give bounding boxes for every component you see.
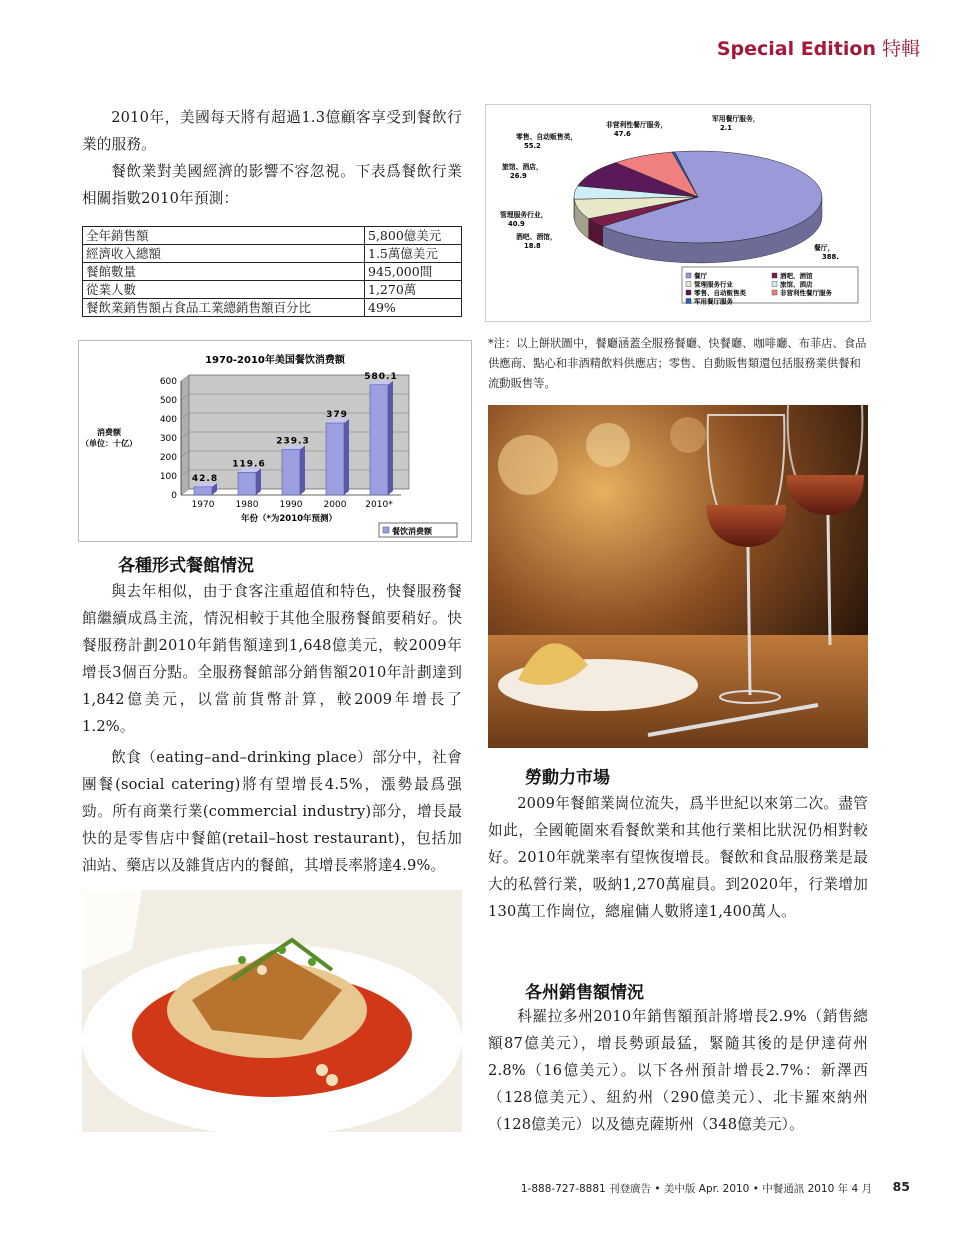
bar-data-label: 580.1	[364, 371, 398, 382]
bar	[194, 487, 212, 495]
x-tick-label: 2010*	[365, 500, 393, 510]
section1-heading: 各種形式餐館情況	[118, 556, 254, 576]
section2-paragraph-1: 2009年餐館業崗位流失，爲半世紀以來第二次。盡管如此，全國範圍來看餐飲業和其他行業相比狀況仍相對較好。2010年就業率有望恢復增長。餐飲和食品服務業是最大的私營行業，吸納1,270萬雇員。到2020年，行業增加130萬工作崗位，總雇傭人數將達1,400萬人。	[488, 795, 868, 920]
bar-side	[300, 446, 305, 495]
pie-chart	[486, 105, 870, 321]
pie-legend-label: 军用餐厅服务	[694, 297, 733, 306]
stats-row	[83, 281, 462, 299]
stats-table	[82, 226, 462, 317]
stats-row	[83, 299, 462, 317]
bar-chart-frame	[78, 340, 472, 542]
bar	[370, 385, 388, 495]
legend-label: 餐饮消费额	[392, 527, 432, 536]
stats-value: 5,800億美元	[365, 227, 462, 245]
stats-value: 945,000間	[365, 263, 462, 281]
food-photo	[82, 890, 462, 1132]
pie-data-label-value: 26.9	[510, 172, 527, 180]
y-tick-label: 500	[159, 396, 177, 406]
y-tick-label: 100	[159, 472, 177, 482]
stats-label: 經濟收入總額	[83, 245, 365, 263]
pie-legend-label: 零售、自动贩售类	[694, 289, 746, 297]
intro-paragraph-1: 2010年，美國每天將有超過1.3億顧客享受到餐飲行業的服務。	[82, 109, 462, 153]
stats-row	[83, 263, 462, 281]
bar-chart	[79, 341, 471, 541]
y-tick-label: 200	[159, 453, 177, 463]
bar-data-label: 239.3	[276, 436, 310, 447]
pie-data-label-value: 18.8	[524, 242, 541, 250]
x-tick-label: 1980	[235, 500, 259, 510]
pie-data-label: 餐厅，	[814, 244, 835, 252]
bar-side	[388, 381, 393, 495]
stats-value: 49%	[365, 299, 462, 317]
pie-data-label: 酒吧、酒馆，	[516, 233, 557, 241]
x-tick-label: 1990	[279, 500, 303, 510]
pie-data-label-value: 40.9	[508, 220, 525, 228]
pie-legend-swatch	[772, 282, 777, 287]
section1-paragraph-2: 飲食（eating–and–drinking place）部分中，社會團餐(social catering)將有望增長4.5%，漲勢最爲强勁。所有商業行業(commercial industry)部分，增長最快的是零售店中餐館(retail–host restaurant)，包括加油站、藥店以及雜貨店内的餐館，其增長率將達4.9%。	[82, 749, 462, 874]
y-axis-label: 消费额	[97, 428, 121, 437]
pie-legend-swatch	[772, 290, 777, 295]
bar-data-label: 119.6	[232, 459, 266, 470]
section1-text	[82, 578, 462, 879]
section2-heading: 勞動力市場	[525, 768, 610, 788]
page-number: 85	[892, 1179, 910, 1194]
x-axis-label: 年份（*为2010年预测）	[240, 514, 338, 524]
pie-legend-swatch	[686, 299, 691, 304]
y-tick-label: 0	[171, 491, 177, 501]
pie-legend-swatch	[686, 282, 691, 287]
wine-photo	[488, 405, 868, 748]
pie-legend-label: 旅馆、酒店	[780, 280, 813, 289]
section3-text	[488, 1003, 868, 1138]
bar-data-label: 42.8	[191, 473, 219, 484]
pie-data-label-value: 388.	[822, 253, 839, 261]
stats-label: 從業人數	[83, 281, 365, 299]
pie-data-label-value: 47.6	[614, 130, 631, 138]
x-tick-label: 2000	[323, 500, 347, 510]
pie-chart-frame	[485, 104, 871, 322]
section3-paragraph-1: 科羅拉多州2010年銷售額預計將增長2.9%（銷售總額87億美元），增長勢頭最猛，緊隨其後的是伊達荷州2.8%（16億美元）。以下各州預計增長2.7%：新澤西（128億美元）、紐約州（290億美元）、北卡羅來納州（128億美元）以及德克薩斯州（348億美元）。	[488, 1008, 868, 1133]
pie-legend-label: 餐厅	[694, 272, 707, 280]
x-tick-label: 1970	[191, 500, 215, 510]
section1-paragraph-1: 與去年相似，由于食客注重超值和特色，快餐服務餐館繼續成爲主流，情況相較于其他全服務餐館要稍好。快餐服務計劃2010年銷售額達到1,648億美元，較2009年增長3個百分點。全服務餐館部分銷售額2010年計劃達到1,842億美元，以當前貨幣計算，較2009年增長了1.2%。	[82, 583, 462, 735]
bar-chart-title: 1970-2010年美国餐饮消费额	[205, 355, 345, 366]
pie-data-label-value: 2.1	[720, 124, 733, 132]
pie-legend-swatch	[686, 290, 691, 295]
section3-heading: 各州銷售額情況	[525, 983, 644, 1003]
stats-label: 餐館數量	[83, 263, 365, 281]
pie-data-label: 旅馆、酒店，	[502, 163, 543, 171]
pie-legend-swatch	[686, 273, 691, 278]
footer-info: 1-888-727-8881 刊登廣告 • 美中版 Apr. 2010 • 中餐通訊 2010 年 4 月	[520, 1183, 872, 1195]
y-axis-label: （单位：十亿）	[81, 439, 137, 448]
pie-legend-label: 非营利性餐厅服务	[780, 289, 832, 297]
pie-data-label: 管理服务行业，	[500, 211, 548, 219]
bar	[282, 450, 300, 495]
pie-data-label-value: 55.2	[524, 142, 541, 150]
bar	[238, 472, 256, 495]
stats-row	[83, 245, 462, 263]
intro-text	[82, 104, 462, 212]
bar-side	[256, 468, 261, 495]
y-tick-label: 300	[159, 434, 177, 444]
pie-data-label: 军用餐厅服务，	[712, 115, 760, 123]
legend-swatch	[383, 527, 389, 533]
bar	[326, 423, 344, 495]
edition-header	[717, 34, 920, 61]
edition-en: Special Edition	[716, 38, 876, 60]
stats-value: 1,270萬	[365, 281, 462, 299]
pie-legend-swatch	[772, 273, 777, 278]
pie-legend-label: 酒吧、酒馆	[780, 272, 813, 280]
pie-note: *注：以上餅狀圖中，餐廳涵蓋全服務餐廳、快餐廳、咖啡廳、布菲店、食品供應商、點心和非酒精飲料供應店；零售、自動販售類還包括服務業供餐和流動販售等。	[488, 337, 867, 390]
stats-label: 餐飲業銷售額占食品工業總銷售額百分比	[83, 299, 365, 317]
bar-side	[344, 419, 349, 495]
edition-cn: 特輯	[881, 38, 920, 60]
pie-legend-label: 管理服务行业	[694, 280, 733, 289]
stats-value: 1.5萬億美元	[365, 245, 462, 263]
y-tick-label: 600	[159, 377, 177, 387]
y-tick-label: 400	[159, 415, 177, 425]
bar-data-label: 379	[326, 409, 348, 420]
intro-paragraph-2: 餐飲業對美國經濟的影響不容忽視。下表爲餐飲行業相關指數2010年預測：	[82, 163, 462, 207]
stats-row	[83, 227, 462, 245]
section2-text	[488, 790, 868, 925]
pie-data-label: 非营利性餐厅服务，	[606, 121, 668, 129]
stats-label: 全年銷售額	[83, 227, 365, 245]
pie-data-label: 零售、自动贩售类，	[516, 133, 578, 141]
